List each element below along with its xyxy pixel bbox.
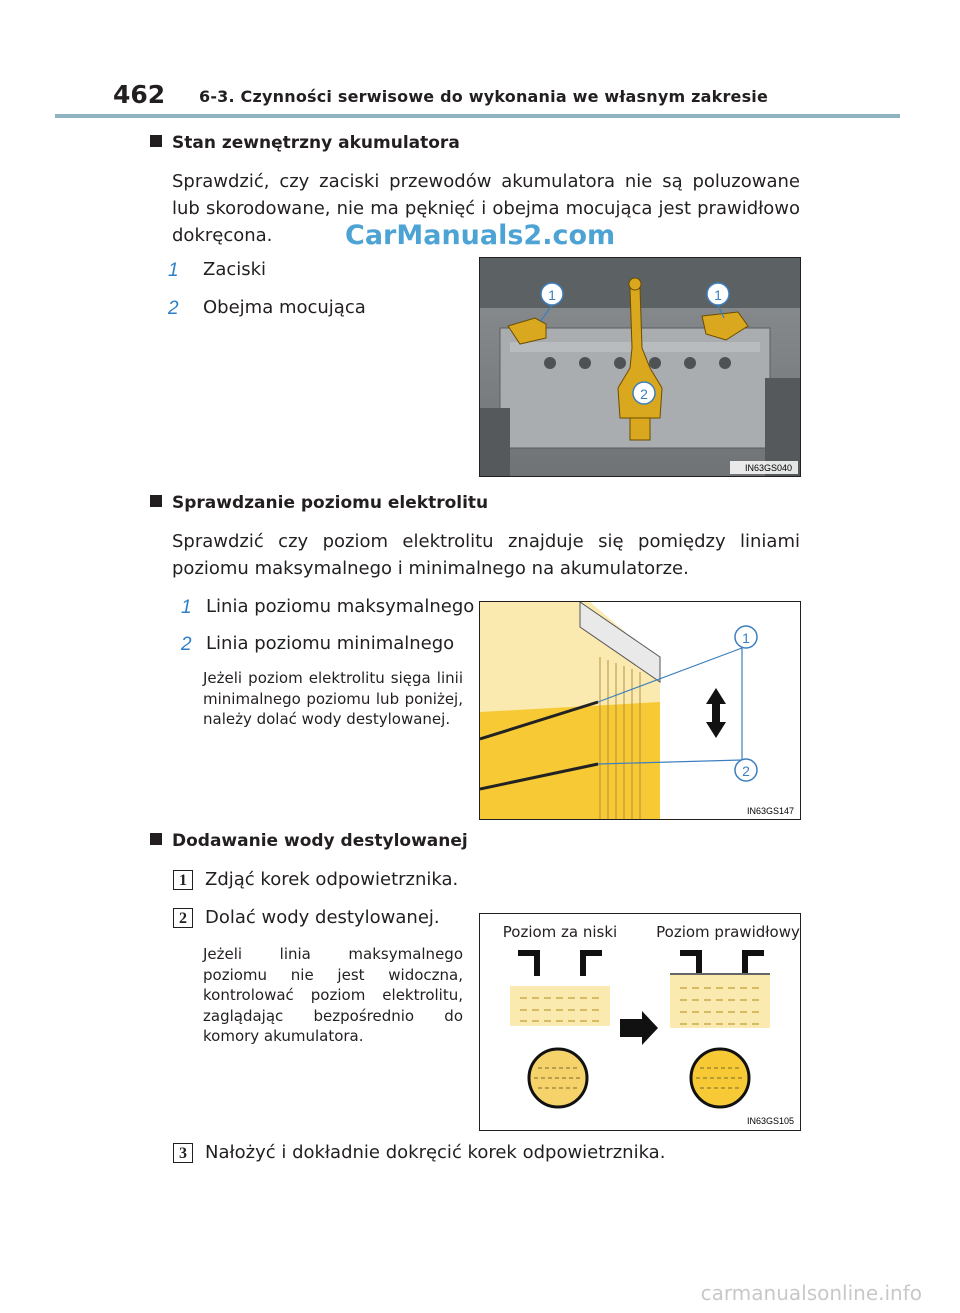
figure-code: IN63GS147: [746, 806, 794, 816]
footer-watermark: carmanualsonline.info: [700, 1281, 922, 1305]
electrolyte-level-illustration: [480, 602, 800, 819]
square-bullet-icon: [150, 833, 162, 845]
callout-number: 1: [181, 597, 192, 618]
section-heading-distilled-water: [150, 831, 468, 851]
callout-label-max-line: Linia poziomu maksymalnego: [206, 596, 475, 617]
step-number-box: 3: [173, 1143, 193, 1163]
figure-code: IN63GS040: [744, 463, 792, 473]
section-heading-text: Dodawanie wody destylowanej: [172, 831, 468, 851]
figure-callout-number: 2: [742, 763, 750, 779]
step-number-box: 1: [173, 870, 193, 890]
figure-callout-number: 2: [640, 386, 648, 402]
chapter-title: 6-3. Czynności serwisowe do wykonania we własnym zakresie: [199, 87, 769, 106]
figure-callout-number: 1: [548, 287, 556, 303]
callout-number: 1: [168, 260, 179, 281]
callout-label-clamp: Obejma mocująca: [203, 297, 366, 318]
electrolyte-note: Jeżeli poziom elektrolitu sięga linii minimalnego poziomu lub poniżej, należy dolać wody destylowanej.: [203, 669, 463, 728]
step-number-box: 2: [173, 908, 193, 928]
callout-number: 2: [181, 634, 192, 655]
water-level-figure: [479, 913, 801, 1131]
header-divider: [55, 114, 900, 118]
callout-number: 2: [168, 298, 179, 319]
distilled-water-note: Jeżeli linia maksymalnego poziomu nie jest widoczna, kontrolować poziom elektrolitu, zaglądając bezpośrednio do komory akumulatora.: [203, 945, 463, 1045]
square-bullet-icon: [150, 495, 162, 507]
section-heading-text: Sprawdzanie poziomu elektrolitu: [172, 493, 489, 513]
page-number: 462: [113, 80, 166, 109]
section-heading-battery-exterior: [150, 133, 460, 153]
step-text: Zdjąć korek odpowietrznika.: [205, 869, 459, 890]
figure-callout-number: 1: [714, 287, 722, 303]
label-level-correct: Poziom prawidłowy: [656, 923, 800, 941]
section-heading-text: Stan zewnętrzny akumulatora: [172, 133, 460, 153]
step-text: Nałożyć i dokładnie dokręcić korek odpowietrznika.: [205, 1142, 666, 1163]
section-heading-electrolyte: [150, 493, 488, 513]
water-level-illustration: [480, 914, 800, 1130]
callout-label-terminals: Zaciski: [203, 259, 267, 280]
battery-photo-figure: [479, 257, 801, 477]
battery-photo-illustration: [480, 258, 800, 476]
figure-callout-number: 1: [742, 630, 750, 646]
section-body-battery-exterior: Sprawdzić, czy zaciski przewodów akumulatora nie są poluzowane lub skorodowane, nie ma pęknięć i obejma mocująca jest prawidłowo dokręcona.: [172, 171, 800, 246]
electrolyte-level-figure: [479, 601, 801, 820]
watermark-logo: CarManuals2.com: [345, 220, 616, 251]
square-bullet-icon: [150, 135, 162, 147]
callout-label-min-line: Linia poziomu minimalnego: [206, 633, 455, 654]
step-text: Dolać wody destylowanej.: [205, 907, 440, 928]
figure-code: IN63GS105: [746, 1116, 794, 1126]
section-body-electrolyte: Sprawdzić czy poziom elektrolitu znajduje się pomiędzy liniami poziomu maksymalnego i minimalnego na akumulatorze.: [172, 531, 800, 579]
label-level-too-low: Poziom za niski: [502, 923, 618, 941]
